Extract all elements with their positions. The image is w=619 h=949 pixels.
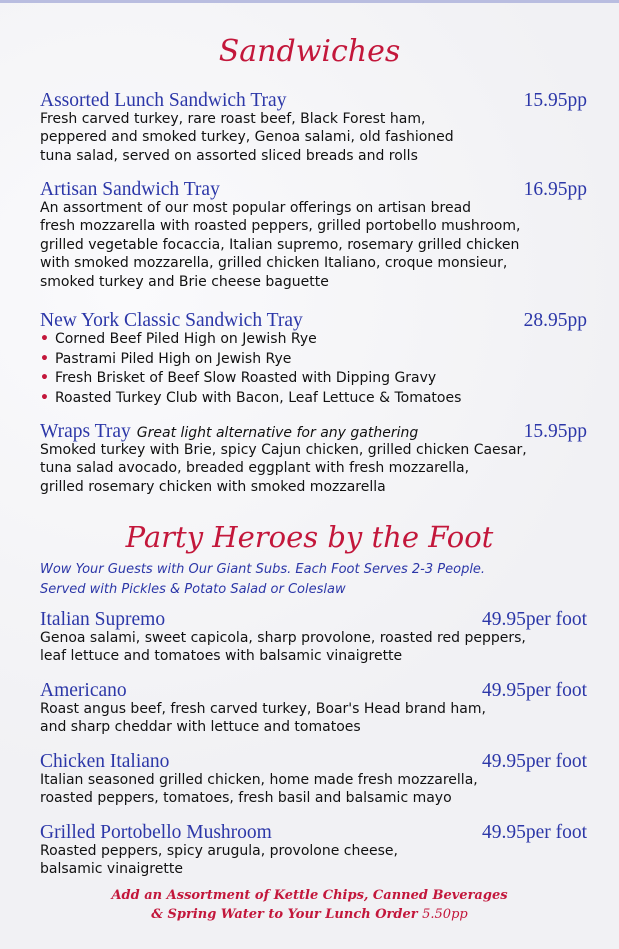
item-name: Americano: [40, 680, 127, 701]
add-on-price: 5.50pp: [422, 907, 468, 922]
menu-item-wraps-tray: [40, 421, 600, 496]
description-line: roasted peppers, tomatoes, fresh basil and balsamic mayo: [40, 790, 452, 807]
description-line: Smoked turkey with Brie, spicy Cajun chicken, grilled chicken Caesar,: [40, 442, 527, 458]
item-price: 16.95pp: [523, 179, 587, 200]
bullet-dot-icon: •: [40, 370, 49, 386]
item-price: 15.95pp: [523, 90, 587, 111]
menu-item-chicken-italiano: [40, 751, 600, 808]
menu-item-grilled-portobello: [40, 822, 600, 879]
item-price: 15.95pp: [523, 421, 587, 442]
section-title-party-heroes: Party Heroes by the Foot: [125, 520, 494, 554]
menu-item-assorted-lunch-tray: [40, 90, 600, 165]
item-description: [40, 441, 600, 496]
item-price: 28.95pp: [523, 310, 587, 331]
item-name: New York Classic Sandwich Tray: [40, 310, 303, 331]
menu-item-americano: [40, 680, 600, 737]
description-line: smoked turkey and Brie cheese baguette: [40, 273, 329, 290]
description-line: Genoa salami, sweet capicola, sharp provolone, roasted red peppers,: [40, 630, 526, 646]
bullet-dot-icon: •: [40, 389, 49, 406]
description-line: balsamic vinaigrette: [40, 861, 183, 878]
description-line: grilled vegetable focaccia, Italian supremo, rosemary grilled chicken: [40, 236, 520, 253]
item-name: Grilled Portobello Mushroom: [40, 822, 272, 843]
description-line: Fresh carved turkey, rare roast beef, Black Forest ham,: [40, 111, 426, 127]
item-name: Wraps Tray Great light alternative for any gathering: [40, 421, 419, 442]
description-line: Roasted peppers, spicy arugula, provolone cheese,: [40, 843, 398, 859]
bullet-item: • Fresh Brisket of Beef Slow Roasted with Dipping Gravy: [40, 370, 437, 386]
description-line: leaf lettuce and tomatoes with balsamic vinaigrette: [40, 648, 403, 665]
description-line: tuna salad, served on assorted sliced breads and rolls: [40, 147, 418, 164]
description-line: An assortment of our most popular offerings on artisan bread: [40, 200, 472, 216]
add-on-line: Add an Assortment of Kettle Chips, Canned Beverages: [111, 888, 508, 903]
intro-line: Wow Your Guests with Our Giant Subs. Each Foot Serves 2-3 People.: [40, 562, 486, 577]
bullet-dot-icon: •: [40, 350, 49, 367]
add-on-line: & Spring Water to Your Lunch Order 5.50pp: [151, 907, 468, 922]
bullet-dot-icon: •: [40, 331, 49, 347]
menu-item-italian-supremo: [40, 609, 600, 666]
description-line: and sharp cheddar with lettuce and tomatoes: [40, 719, 361, 736]
description-line: tuna salad avocado, breaded eggplant with fresh mozzarella,: [40, 460, 470, 477]
description-line: with smoked mozzarella, grilled chicken Italiano, croque monsieur,: [40, 255, 508, 272]
intro-line: Served with Pickles & Potato Salad or Coleslaw: [40, 582, 346, 597]
description-line: grilled rosemary chicken with smoked mozzarella: [40, 478, 386, 495]
description-line: fresh mozzarella with roasted peppers, grilled portobello mushroom,: [40, 218, 521, 235]
bullet-item: • Corned Beef Piled High on Jewish Rye: [40, 331, 317, 347]
item-price: 49.95per foot: [481, 680, 587, 701]
item-name: Chicken Italiano: [40, 751, 170, 772]
item-description: [40, 199, 600, 291]
item-tagline: Great light alternative for any gathering: [136, 425, 419, 441]
description-line: peppered and smoked turkey, Genoa salami, old fashioned: [40, 129, 454, 146]
bullet-item: • Pastrami Piled High on Jewish Rye: [40, 350, 292, 367]
item-name: Assorted Lunch Sandwich Tray: [40, 90, 287, 111]
item-name: Italian Supremo: [40, 609, 166, 630]
item-bullet-list: [40, 330, 600, 408]
add-on-note: [0, 886, 619, 924]
item-price: 49.95per foot: [481, 822, 587, 843]
bullet-item: • Roasted Turkey Club with Bacon, Leaf Lettuce & Tomatoes: [40, 389, 462, 406]
item-name: Artisan Sandwich Tray: [40, 179, 220, 200]
menu-item-artisan-tray: [40, 179, 600, 291]
description-line: Italian seasoned grilled chicken, home made fresh mozzarella,: [40, 772, 478, 788]
menu-item-new-york-classic-tray: [40, 310, 600, 408]
description-line: Roast angus beef, fresh carved turkey, Boar's Head brand ham,: [40, 701, 486, 717]
section-title-sandwiches: Sandwiches: [218, 34, 401, 69]
item-description: [40, 110, 600, 165]
heroes-intro: [40, 560, 600, 600]
item-price: 49.95per foot: [481, 609, 587, 630]
item-price: 49.95per foot: [481, 751, 587, 772]
